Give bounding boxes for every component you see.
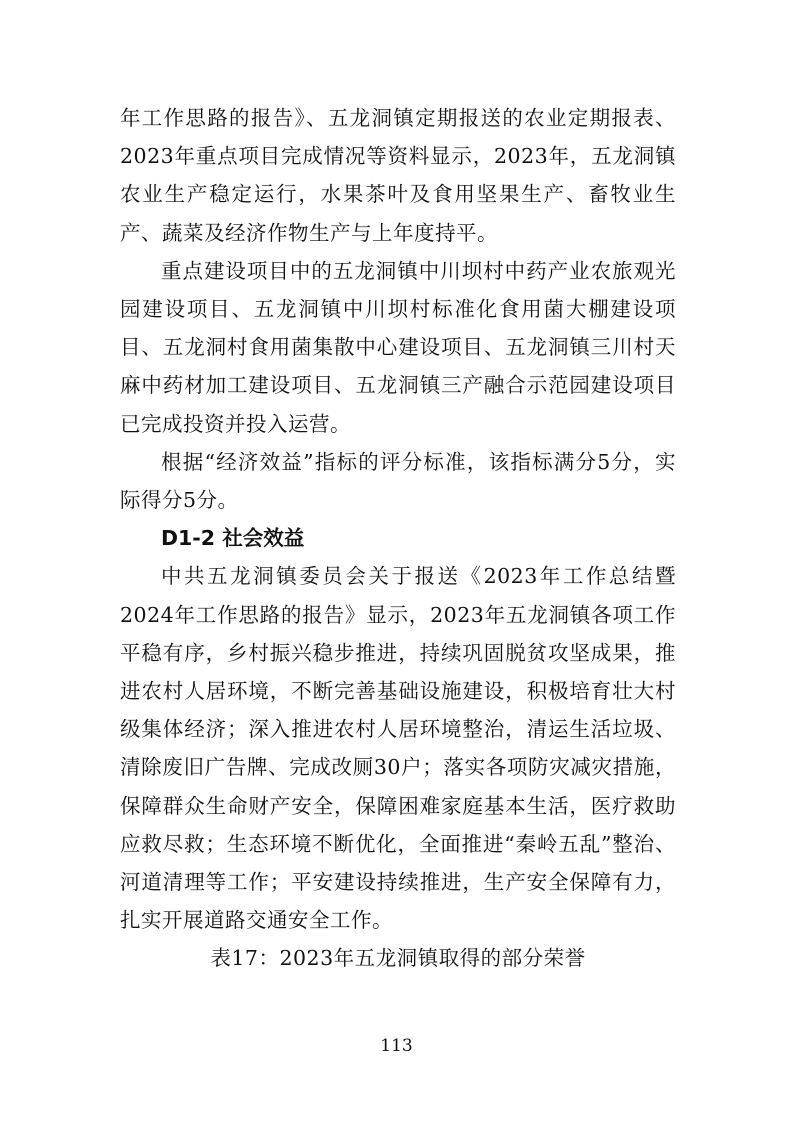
paragraph-agriculture-summary: 年工作思路的报告》、五龙洞镇定期报送的农业定期报表、2023年重点项目完成情况等资料显示，2023年，五龙洞镇农业生产稳定运行，水果茶叶及食用坚果生产、畜牧业生产、蔬菜及经济作物生产与上年度持平。 bbox=[120, 106, 676, 245]
page-number: 113 bbox=[380, 1036, 413, 1056]
table-caption: 表17：2023年五龙洞镇取得的部分荣誉 bbox=[210, 946, 586, 971]
page-body bbox=[120, 99, 676, 978]
section-heading-social-benefit: D1-2 社会效益 bbox=[161, 526, 305, 551]
paragraph-key-projects: 重点建设项目中的五龙洞镇中川坝村中药产业农旅观光园建设项目、五龙洞镇中川坝村标准化食用菌大棚建设项目、五龙洞村食用菌集散中心建设项目、五龙洞镇三川村天麻中药材加工建设项目、五龙洞镇三产融合示范园建设项目已完成投资并投入运营。 bbox=[120, 258, 676, 436]
paragraph-economic-score: 根据“经济效益”指标的评分标准，该指标满分5分，实际得分5分。 bbox=[120, 449, 676, 513]
paragraph-social-benefit: 中共五龙洞镇委员会关于报送《2023年工作总结暨2024年工作思路的报告》显示，2023年五龙洞镇各项工作平稳有序，乡村振兴稳步推进，持续巩固脱贫攻坚成果，推进农村人居环境，不断完善基础设施建设，积极培育壮大村级集体经济；深入推进农村人居环境整治，清运生活垃圾、清除废旧广告牌、完成改厕30户；落实各项防灾减灾措施，保障群众生命财产安全，保障困难家庭基本生活，医疗救助应救尽救；生态环境不断优化，全面推进“秦岭五乱”整治、河道清理等工作；平安建设持续推进，生产安全保障有力，扎实开展道路交通安全工作。 bbox=[120, 564, 676, 933]
